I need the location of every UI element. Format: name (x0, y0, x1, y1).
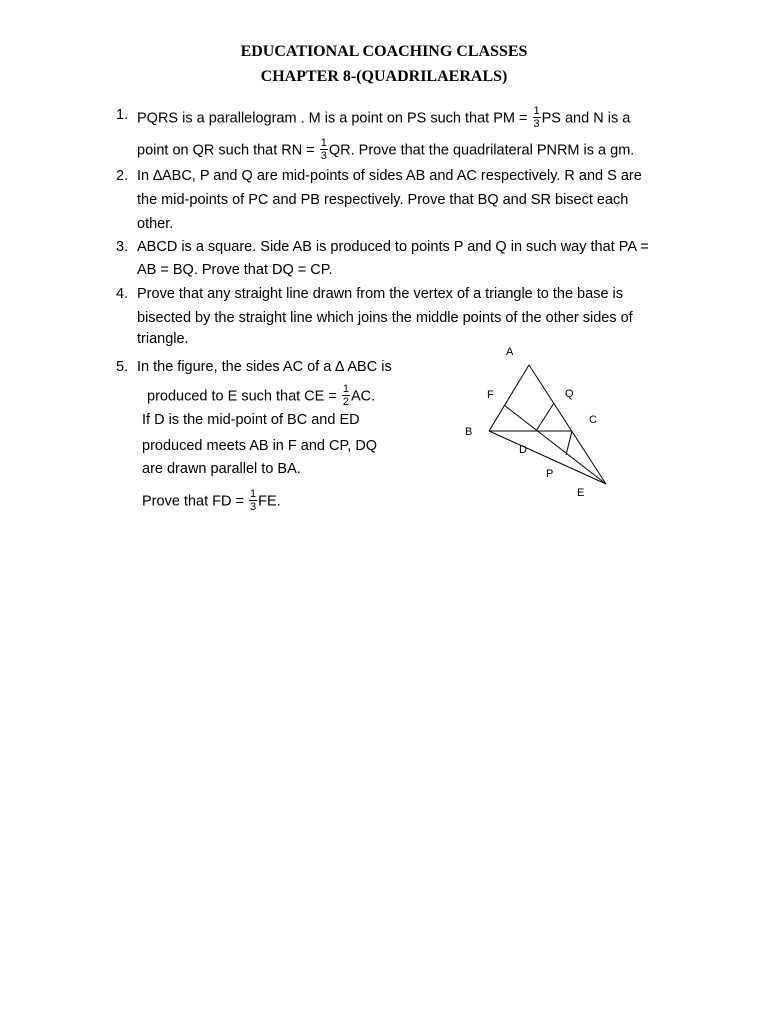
label-e: E (577, 487, 585, 499)
question-text-line: produced meets AB in F and CP, DQ (142, 438, 378, 454)
question-text-line: Prove that FD = $\frac{1}{3}$ FE. (142, 488, 281, 513)
question-text-line: In the figure, the sides AC of a ∆ ABC is (137, 359, 392, 375)
question-text-line: PQRS is a parallelogram . M is a point on PS such that PM = $\frac{1}{3}$ PS and N is a (137, 105, 631, 130)
label-f: F (487, 389, 494, 401)
line-dq (536, 403, 554, 431)
question-text-line: If D is the mid-point of BC and ED (142, 412, 360, 428)
fraction-one-third: $\frac{1}{3}$ (320, 137, 327, 162)
label-c: C (589, 414, 597, 426)
question-number: 5. (116, 359, 129, 375)
question-text-line: the mid-points of PC and PB respectively. Prove that BQ and SR bisect each (137, 192, 629, 208)
label-p: P (546, 468, 554, 480)
question-text-line: triangle. (137, 331, 189, 347)
chapter-title: CHAPTER 8-(QUADRILAERALS) (260, 68, 508, 85)
question-number: 1. (116, 107, 129, 123)
side-ab (489, 365, 529, 431)
label-b: B (465, 426, 473, 438)
fraction-one-third: $\frac{1}{3}$ (249, 488, 257, 513)
question-text-line: ABCD is a square. Side AB is produced to points P and Q in such way that PA = (137, 239, 649, 255)
question-text-line: Prove that any straight line drawn from the vertex of a triangle to the base is (137, 286, 624, 302)
question-text-line: bisected by the straight line which joins the middle points of the other sides of (137, 310, 633, 326)
label-d: D (519, 444, 527, 456)
triangle-figure (455, 340, 630, 500)
label-q: Q (565, 388, 574, 400)
question-text-line: point on QR such that RN = $\frac{1}{3}$ QR. Prove that the quadrilateral PNRM is a gm. (137, 137, 635, 162)
line-cp (566, 431, 572, 455)
label-a: A (506, 346, 514, 358)
fraction-one-third: $\frac{1}{3}$ (533, 105, 540, 130)
question-text-line: are drawn parallel to BA. (142, 461, 301, 477)
question-text-line: AB = BQ. Prove that DQ = CP. (137, 262, 333, 278)
question-number: 3. (116, 239, 129, 255)
question-number: 2. (116, 168, 129, 184)
question-text-line: other. (137, 216, 174, 232)
question-text-line: produced to E such that CE = $\frac{1}{2}$ AC. (147, 383, 376, 408)
page-title: EDUCATIONAL COACHING CLASSES (240, 43, 528, 60)
question-number: 4. (116, 286, 129, 302)
question-text-line: In ∆ABC, P and Q are mid-points of sides AB and AC respectively. R and S are (137, 168, 642, 184)
fraction-one-half: $\frac{1}{2}$ (342, 383, 349, 408)
